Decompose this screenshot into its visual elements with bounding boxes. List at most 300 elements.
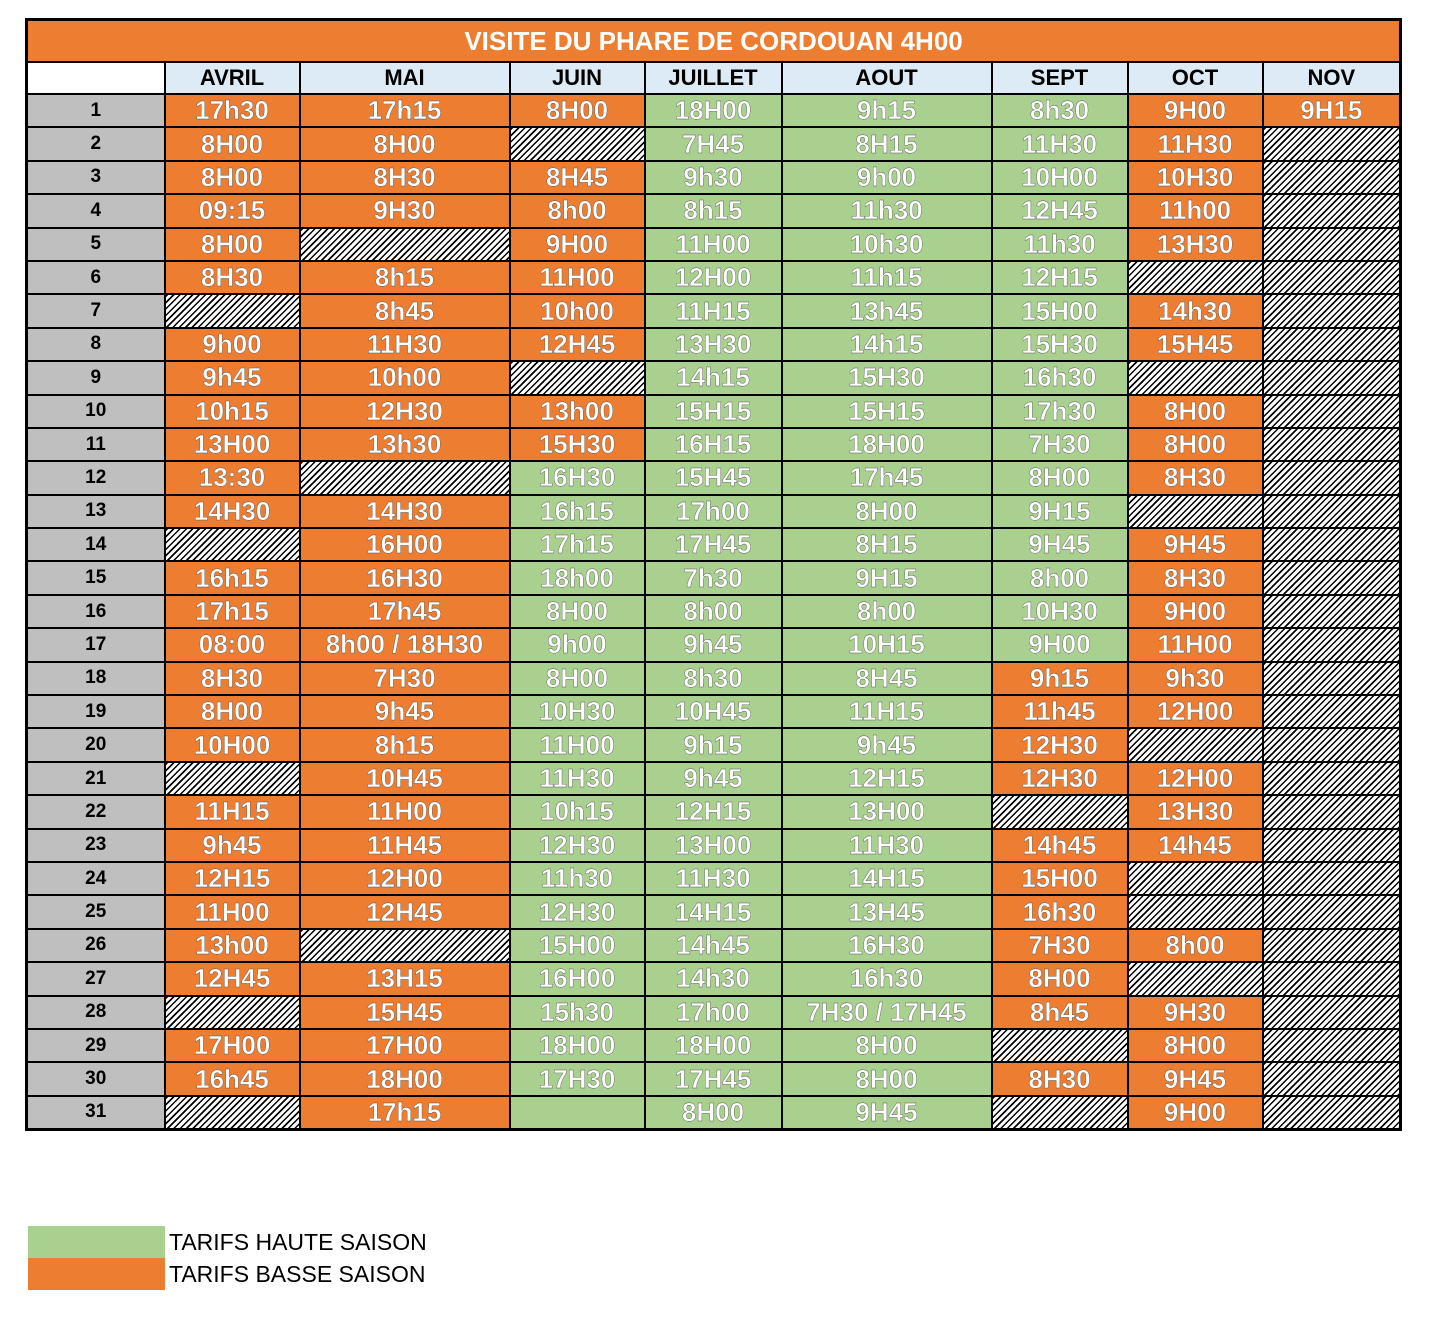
time-cell: 9h15 <box>782 94 992 127</box>
time-cell: 9h15 <box>645 728 782 761</box>
closed-cell <box>992 795 1128 828</box>
time-cell: 10h00 <box>510 294 645 327</box>
time-cell: 17h15 <box>165 595 300 628</box>
day-number: 25 <box>27 895 165 928</box>
time-cell: 16H30 <box>300 561 510 594</box>
time-cell: 8H30 <box>992 1062 1128 1095</box>
time-cell: 09:15 <box>165 194 300 227</box>
time-cell: 8H00 <box>1128 428 1263 461</box>
closed-cell <box>1263 1096 1401 1130</box>
time-cell: 11h30 <box>510 862 645 895</box>
time-cell: 9H00 <box>1128 595 1263 628</box>
time-cell: 12H30 <box>992 728 1128 761</box>
time-cell: 17H00 <box>300 1029 510 1062</box>
time-cell: 9H30 <box>1128 996 1263 1029</box>
closed-cell <box>1128 862 1263 895</box>
table-row <box>27 996 1401 1029</box>
day-number: 2 <box>27 127 165 160</box>
table-row <box>27 294 1401 327</box>
table-row <box>27 1096 1401 1130</box>
day-number: 6 <box>27 261 165 294</box>
time-cell: 14h45 <box>992 829 1128 862</box>
time-cell: 11H15 <box>645 294 782 327</box>
time-cell: 8H00 <box>645 1096 782 1130</box>
closed-cell <box>1263 495 1401 528</box>
closed-cell <box>1263 561 1401 594</box>
schedule-table <box>25 18 1402 1131</box>
table-row <box>27 829 1401 862</box>
closed-cell <box>1263 261 1401 294</box>
time-cell: 13H15 <box>300 962 510 995</box>
table-row <box>27 194 1401 227</box>
time-cell: 9h00 <box>510 628 645 661</box>
table-row <box>27 361 1401 394</box>
time-cell: 17h30 <box>992 395 1128 428</box>
legend-high-label: TARIFS HAUTE SAISON <box>169 1229 427 1255</box>
closed-cell <box>1263 395 1401 428</box>
time-cell: 8H30 <box>1128 561 1263 594</box>
time-cell: 9h30 <box>1128 662 1263 695</box>
day-number: 3 <box>27 161 165 194</box>
time-cell: 13H00 <box>165 428 300 461</box>
time-cell: 16H30 <box>510 461 645 494</box>
day-number: 16 <box>27 595 165 628</box>
time-cell: 8h00 <box>645 595 782 628</box>
time-cell: 12H30 <box>992 762 1128 795</box>
time-cell: 10H30 <box>1128 161 1263 194</box>
time-cell: 15H30 <box>510 428 645 461</box>
time-cell: 15H15 <box>645 395 782 428</box>
time-cell: 8H45 <box>510 161 645 194</box>
time-cell: 11h45 <box>992 695 1128 728</box>
time-cell: 11H00 <box>510 728 645 761</box>
day-number: 8 <box>27 328 165 361</box>
time-cell: 8h15 <box>645 194 782 227</box>
table-row <box>27 962 1401 995</box>
time-cell: 13h30 <box>300 428 510 461</box>
closed-cell <box>1263 461 1401 494</box>
day-number: 27 <box>27 962 165 995</box>
closed-cell <box>1263 161 1401 194</box>
closed-cell <box>992 1096 1128 1130</box>
time-cell: 10H30 <box>992 595 1128 628</box>
closed-cell <box>510 361 645 394</box>
time-cell: 17h45 <box>782 461 992 494</box>
time-cell: 14h15 <box>782 328 992 361</box>
time-cell: 10H30 <box>510 695 645 728</box>
time-cell: 13H00 <box>645 829 782 862</box>
day-number: 4 <box>27 194 165 227</box>
time-cell: 17h15 <box>300 94 510 127</box>
time-cell: 9H30 <box>300 194 510 227</box>
closed-cell <box>1128 495 1263 528</box>
day-number: 17 <box>27 628 165 661</box>
time-cell: 12H00 <box>300 862 510 895</box>
closed-cell <box>1263 1062 1401 1095</box>
time-cell <box>510 1096 645 1130</box>
closed-cell <box>1128 962 1263 995</box>
time-cell: 16H00 <box>510 962 645 995</box>
time-cell: 15h30 <box>510 996 645 1029</box>
time-cell: 8H00 <box>165 127 300 160</box>
time-cell: 8H00 <box>510 595 645 628</box>
time-cell: 8H30 <box>165 662 300 695</box>
time-cell: 11H30 <box>645 862 782 895</box>
closed-cell <box>1263 595 1401 628</box>
closed-cell <box>165 528 300 561</box>
time-cell: 12H30 <box>300 395 510 428</box>
day-number: 24 <box>27 862 165 895</box>
time-cell: 11h30 <box>992 228 1128 261</box>
day-number: 31 <box>27 1096 165 1130</box>
day-number: 14 <box>27 528 165 561</box>
time-cell: 13H30 <box>1128 795 1263 828</box>
time-cell: 16h30 <box>782 962 992 995</box>
closed-cell <box>165 294 300 327</box>
time-cell: 7H30 <box>300 662 510 695</box>
time-cell: 12H15 <box>992 261 1128 294</box>
time-cell: 9h30 <box>645 161 782 194</box>
time-cell: 8H15 <box>782 127 992 160</box>
day-number: 23 <box>27 829 165 862</box>
time-cell: 16h45 <box>165 1062 300 1095</box>
time-cell: 16H15 <box>645 428 782 461</box>
day-number: 1 <box>27 94 165 127</box>
table-row <box>27 461 1401 494</box>
time-cell: 18H00 <box>782 428 992 461</box>
time-cell: 18H00 <box>645 1029 782 1062</box>
time-cell: 10h30 <box>782 228 992 261</box>
closed-cell <box>1263 862 1401 895</box>
time-cell: 8h30 <box>645 662 782 695</box>
time-cell: 14h45 <box>645 929 782 962</box>
time-cell: 8H00 <box>1128 1029 1263 1062</box>
time-cell: 11H00 <box>645 228 782 261</box>
closed-cell <box>300 228 510 261</box>
time-cell: 10H00 <box>992 161 1128 194</box>
day-number: 20 <box>27 728 165 761</box>
month-header-aout: AOUT <box>782 62 992 94</box>
time-cell: 16h30 <box>992 361 1128 394</box>
day-number: 7 <box>27 294 165 327</box>
table-row <box>27 94 1401 127</box>
time-cell: 9H00 <box>1128 1096 1263 1130</box>
time-cell: 15H30 <box>782 361 992 394</box>
time-cell: 8H30 <box>1128 461 1263 494</box>
time-cell: 8H00 <box>782 1062 992 1095</box>
closed-cell <box>1263 962 1401 995</box>
time-cell: 10h00 <box>300 361 510 394</box>
day-number: 11 <box>27 428 165 461</box>
month-header-juin: JUIN <box>510 62 645 94</box>
time-cell: 12H45 <box>165 962 300 995</box>
time-cell: 8H00 <box>992 461 1128 494</box>
closed-cell <box>1128 361 1263 394</box>
day-number: 5 <box>27 228 165 261</box>
table-row <box>27 762 1401 795</box>
time-cell: 10h15 <box>510 795 645 828</box>
time-cell: 11H15 <box>782 695 992 728</box>
time-cell: 9h15 <box>992 662 1128 695</box>
month-header-nov: NOV <box>1263 62 1401 94</box>
day-number: 30 <box>27 1062 165 1095</box>
closed-cell <box>300 461 510 494</box>
time-cell: 17h00 <box>645 495 782 528</box>
time-cell: 16h30 <box>992 895 1128 928</box>
day-number: 21 <box>27 762 165 795</box>
month-header-oct: OCT <box>1128 62 1263 94</box>
time-cell: 7H45 <box>645 127 782 160</box>
time-cell: 12H15 <box>782 762 992 795</box>
time-cell: 11h30 <box>782 194 992 227</box>
time-cell: 16h15 <box>510 495 645 528</box>
legend-low-swatch <box>28 1258 165 1290</box>
time-cell: 13H30 <box>645 328 782 361</box>
time-cell: 9h45 <box>782 728 992 761</box>
time-cell: 7H30 <box>992 428 1128 461</box>
time-cell: 12H45 <box>992 194 1128 227</box>
day-number: 18 <box>27 662 165 695</box>
time-cell: 17H45 <box>645 1062 782 1095</box>
closed-cell <box>165 996 300 1029</box>
time-cell: 16H30 <box>782 929 992 962</box>
closed-cell <box>1263 929 1401 962</box>
time-cell: 9h45 <box>300 695 510 728</box>
schedule-body <box>27 94 1401 1130</box>
time-cell: 14H15 <box>782 862 992 895</box>
closed-cell <box>1263 895 1401 928</box>
time-cell: 9h45 <box>165 361 300 394</box>
time-cell: 11H45 <box>300 829 510 862</box>
time-cell: 17h45 <box>300 595 510 628</box>
day-number: 29 <box>27 1029 165 1062</box>
time-cell: 17h00 <box>645 996 782 1029</box>
table-title: VISITE DU PHARE DE CORDOUAN 4H00 <box>27 20 1401 63</box>
closed-cell <box>1263 662 1401 695</box>
closed-cell <box>510 127 645 160</box>
time-cell: 11H30 <box>300 328 510 361</box>
legend-high-season <box>28 1226 448 1258</box>
time-cell: 13H30 <box>1128 228 1263 261</box>
closed-cell <box>1263 328 1401 361</box>
time-cell: 8H00 <box>165 228 300 261</box>
time-cell: 9h45 <box>165 829 300 862</box>
table-row <box>27 561 1401 594</box>
closed-cell <box>1263 628 1401 661</box>
closed-cell <box>1263 795 1401 828</box>
time-cell: 9H15 <box>782 561 992 594</box>
time-cell: 18H00 <box>510 1029 645 1062</box>
time-cell: 9H45 <box>992 528 1128 561</box>
closed-cell <box>165 1096 300 1130</box>
time-cell: 15H00 <box>992 294 1128 327</box>
table-row <box>27 595 1401 628</box>
time-cell: 14h30 <box>1128 294 1263 327</box>
time-cell: 8h15 <box>300 728 510 761</box>
time-cell: 15H00 <box>510 929 645 962</box>
time-cell: 12H30 <box>510 895 645 928</box>
time-cell: 9h45 <box>645 628 782 661</box>
time-cell: 8h45 <box>992 996 1128 1029</box>
table-row <box>27 161 1401 194</box>
table-row <box>27 127 1401 160</box>
table-row <box>27 728 1401 761</box>
time-cell: 08:00 <box>165 628 300 661</box>
day-number: 13 <box>27 495 165 528</box>
time-cell: 8h00 <box>782 595 992 628</box>
time-cell: 11h00 <box>1128 194 1263 227</box>
time-cell: 12H00 <box>1128 695 1263 728</box>
table-row <box>27 1062 1401 1095</box>
time-cell: 11H15 <box>165 795 300 828</box>
closed-cell <box>1263 428 1401 461</box>
time-cell: 13h45 <box>782 294 992 327</box>
table-row <box>27 395 1401 428</box>
time-cell: 15H00 <box>992 862 1128 895</box>
time-cell: 14H30 <box>300 495 510 528</box>
time-cell: 9h45 <box>645 762 782 795</box>
time-cell: 15H30 <box>992 328 1128 361</box>
time-cell: 10h15 <box>165 395 300 428</box>
time-cell: 8H30 <box>165 261 300 294</box>
table-row <box>27 495 1401 528</box>
time-cell: 12H00 <box>1128 762 1263 795</box>
time-cell: 14h45 <box>1128 829 1263 862</box>
table-row <box>27 795 1401 828</box>
time-cell: 18H00 <box>300 1062 510 1095</box>
time-cell: 17h30 <box>165 94 300 127</box>
time-cell: 8H00 <box>300 127 510 160</box>
month-header-row <box>27 62 1401 94</box>
closed-cell <box>992 1029 1128 1062</box>
time-cell: 15H15 <box>782 395 992 428</box>
time-cell: 11H00 <box>1128 628 1263 661</box>
time-cell: 8H00 <box>1128 395 1263 428</box>
time-cell: 13:30 <box>165 461 300 494</box>
table-row <box>27 261 1401 294</box>
time-cell: 9H45 <box>1128 1062 1263 1095</box>
day-number: 26 <box>27 929 165 962</box>
closed-cell <box>1263 829 1401 862</box>
time-cell: 8h00 <box>992 561 1128 594</box>
legend-high-swatch <box>28 1226 165 1258</box>
table-row <box>27 428 1401 461</box>
time-cell: 9h00 <box>165 328 300 361</box>
time-cell: 10H45 <box>645 695 782 728</box>
time-cell: 8H00 <box>165 695 300 728</box>
time-cell: 15H45 <box>1128 328 1263 361</box>
closed-cell <box>1263 528 1401 561</box>
time-cell: 12H45 <box>300 895 510 928</box>
time-cell: 11H30 <box>992 127 1128 160</box>
time-cell: 14H30 <box>165 495 300 528</box>
time-cell: 8H00 <box>782 1029 992 1062</box>
closed-cell <box>1263 728 1401 761</box>
time-cell: 9H45 <box>1128 528 1263 561</box>
closed-cell <box>1263 361 1401 394</box>
closed-cell <box>1263 762 1401 795</box>
month-header-juillet: JUILLET <box>645 62 782 94</box>
closed-cell <box>1128 728 1263 761</box>
time-cell: 8H00 <box>510 94 645 127</box>
time-cell: 17h15 <box>510 528 645 561</box>
legend-low-label: TARIFS BASSE SAISON <box>169 1261 426 1287</box>
table-row <box>27 695 1401 728</box>
time-cell: 14h30 <box>645 962 782 995</box>
legend-low-season <box>28 1258 448 1290</box>
time-cell: 11H30 <box>1128 127 1263 160</box>
time-cell: 10H15 <box>782 628 992 661</box>
table-row <box>27 895 1401 928</box>
closed-cell <box>1263 695 1401 728</box>
time-cell: 8h00 <box>510 194 645 227</box>
time-cell: 13H45 <box>782 895 992 928</box>
corner-cell <box>27 62 165 94</box>
time-cell: 18h00 <box>510 561 645 594</box>
day-number: 22 <box>27 795 165 828</box>
time-cell: 15H45 <box>300 996 510 1029</box>
day-number: 10 <box>27 395 165 428</box>
day-number: 12 <box>27 461 165 494</box>
time-cell: 14H15 <box>645 895 782 928</box>
table-row <box>27 862 1401 895</box>
table-row <box>27 1029 1401 1062</box>
time-cell: 9H45 <box>782 1096 992 1130</box>
time-cell: 17H45 <box>645 528 782 561</box>
time-cell: 12H15 <box>645 795 782 828</box>
time-cell: 16h15 <box>165 561 300 594</box>
time-cell: 11H30 <box>510 762 645 795</box>
closed-cell <box>165 762 300 795</box>
time-cell: 7H30 <box>992 929 1128 962</box>
time-cell: 8H15 <box>782 528 992 561</box>
closed-cell <box>1128 261 1263 294</box>
time-cell: 8h15 <box>300 261 510 294</box>
time-cell: 11H00 <box>300 795 510 828</box>
time-cell: 15H45 <box>645 461 782 494</box>
day-number: 15 <box>27 561 165 594</box>
closed-cell <box>1263 194 1401 227</box>
title-row <box>27 20 1401 63</box>
time-cell: 9H00 <box>1128 94 1263 127</box>
time-cell: 8h00 / 18H30 <box>300 628 510 661</box>
time-cell: 11H00 <box>165 895 300 928</box>
day-number: 28 <box>27 996 165 1029</box>
table-row <box>27 662 1401 695</box>
time-cell: 12H00 <box>645 261 782 294</box>
time-cell: 11h15 <box>782 261 992 294</box>
time-cell: 18H00 <box>645 94 782 127</box>
time-cell: 8H45 <box>782 662 992 695</box>
time-cell: 9H15 <box>992 495 1128 528</box>
closed-cell <box>1263 127 1401 160</box>
time-cell: 17H00 <box>165 1029 300 1062</box>
table-row <box>27 328 1401 361</box>
time-cell: 10H45 <box>300 762 510 795</box>
time-cell: 8H00 <box>510 662 645 695</box>
closed-cell <box>1263 996 1401 1029</box>
time-cell: 9h00 <box>782 161 992 194</box>
table-row <box>27 228 1401 261</box>
closed-cell <box>1263 228 1401 261</box>
time-cell: 13h00 <box>510 395 645 428</box>
time-cell: 10H00 <box>165 728 300 761</box>
time-cell: 9H00 <box>992 628 1128 661</box>
time-cell: 14h15 <box>645 361 782 394</box>
time-cell: 7h30 <box>645 561 782 594</box>
time-cell: 11H00 <box>510 261 645 294</box>
day-number: 9 <box>27 361 165 394</box>
